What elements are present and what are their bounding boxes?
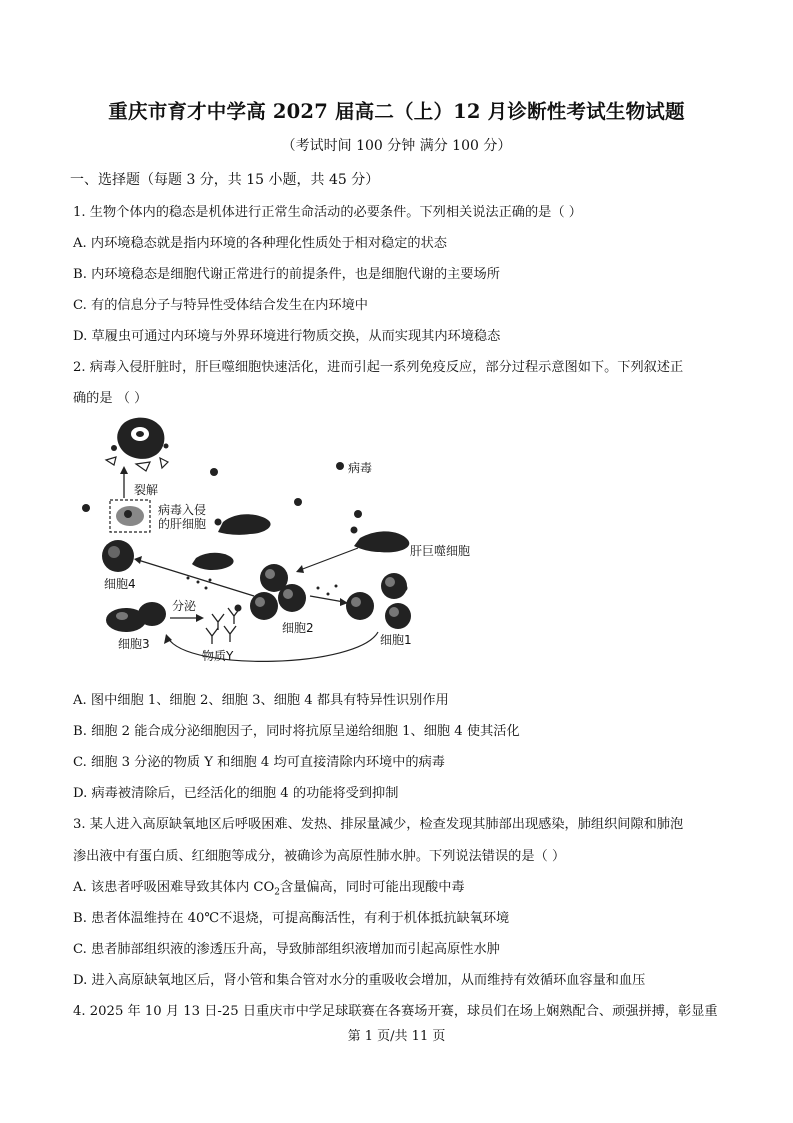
- q3-option-c: C. 患者肺部组织液的渗透压升高，导致肺部组织液增加而引起高原性水肿: [73, 942, 500, 957]
- q2-option-c: C. 细胞 3 分泌的物质 Y 和细胞 4 均可直接清除内环境中的病毒: [73, 755, 445, 770]
- q3-option-b: B. 患者体温维持在 40℃不退烧，可提高酶活性，有利于机体抵抗缺氧环境: [73, 911, 510, 926]
- q2-stem-line1: 2. 病毒入侵肝脏时，肝巨噬细胞快速活化，进而引起一系列免疫反应，部分过程示意图如下。下列叙述正: [73, 360, 684, 375]
- label-secrete: 分泌: [172, 599, 197, 613]
- q4-stem-line1: 4. 2025 年 10 月 13 日-25 日重庆市中学足球联赛在各赛场开赛，球员们在场上娴熟配合、顽强拼搏，彰显重: [73, 1004, 718, 1019]
- label-lysis: 裂解: [134, 483, 159, 497]
- cell-2-group: [250, 564, 306, 620]
- page-number: 第 1 页/共 11 页: [347, 1029, 446, 1044]
- feedback-arrow: [168, 632, 378, 661]
- lysed-cell-illustration: [106, 418, 169, 471]
- label-substance-y: 物质Y: [202, 649, 234, 663]
- macrophage-illustration: [192, 514, 409, 570]
- exam-subtitle: （考试时间 100 分钟 满分 100 分）: [281, 138, 512, 154]
- cell-3-group: [106, 602, 166, 632]
- q3-option-a-post: 含量偏高，同时可能出现酸中毒: [279, 880, 465, 895]
- q1-option-a: A. 内环境稳态就是指内环境的各种理化性质处于相对稳定的状态: [73, 236, 447, 251]
- cell-1-group: [346, 573, 411, 629]
- q2-option-a: A. 图中细胞 1、细胞 2、细胞 3、细胞 4 都具有特异性识别作用: [73, 693, 449, 708]
- label-virus: 病毒: [348, 461, 373, 475]
- q1-stem: 1. 生物个体内的稳态是机体进行正常生命活动的必要条件。下列相关说法正确的是（ ）: [73, 205, 582, 220]
- label-infected-1: 病毒入侵: [158, 503, 207, 517]
- q3-option-a-subscript: 2: [274, 887, 280, 898]
- label-cell1: 细胞1: [380, 633, 412, 647]
- q2-option-b: B. 细胞 2 能合成分泌细胞因子，同时将抗原呈递给细胞 1、细胞 4 使其活化: [73, 724, 520, 739]
- q3-stem-line1: 3. 某人进入高原缺氧地区后呼吸困难、发热、排尿量减少，检查发现其肺部出现感染，肺组织间隙和肺泡: [73, 817, 684, 832]
- q3-option-a: [73, 876, 465, 898]
- antibody-illustration: [206, 608, 240, 644]
- q2-option-d: D. 病毒被清除后，已经活化的细胞 4 的功能将受到抑制: [73, 786, 399, 801]
- label-macrophage: 肝巨噬细胞: [410, 544, 471, 558]
- q1-option-d: D. 草履虫可通过内环境与外界环境进行物质交换，从而实现其内环境稳态: [73, 329, 501, 344]
- q3-option-d: D. 进入高原缺氧地区后，肾小管和集合管对水分的重吸收会增加，从而维持有效循环血容量和血压: [73, 973, 646, 988]
- q3-stem-line2: 渗出液中有蛋白质、红细胞等成分，被确诊为高原性肺水肿。下列说法错误的是（ ）: [73, 849, 566, 864]
- label-infected-2: 的肝细胞: [158, 517, 207, 531]
- section-heading: 一、选择题（每题 3 分，共 15 小题，共 45 分）: [70, 172, 380, 188]
- q3-option-a-pre: A. 该患者呼吸困难导致其体内 CO: [73, 880, 275, 895]
- exam-title: 重庆市育才中学高 2027 届高二（上）12 月诊断性考试生物试题: [108, 100, 685, 123]
- label-cell3: 细胞3: [118, 637, 150, 651]
- q1-option-b: B. 内环境稳态是细胞代谢正常进行的前提条件，也是细胞代谢的主要场所: [73, 267, 500, 282]
- label-cell2: 细胞2: [282, 621, 314, 635]
- q2-stem-line2: 确的是 （ ）: [73, 391, 148, 406]
- label-cell4: 细胞4: [104, 577, 136, 591]
- q1-option-c: C. 有的信息分子与特异性受体结合发生在内环境中: [73, 298, 368, 313]
- immune-response-figure: [78, 410, 471, 672]
